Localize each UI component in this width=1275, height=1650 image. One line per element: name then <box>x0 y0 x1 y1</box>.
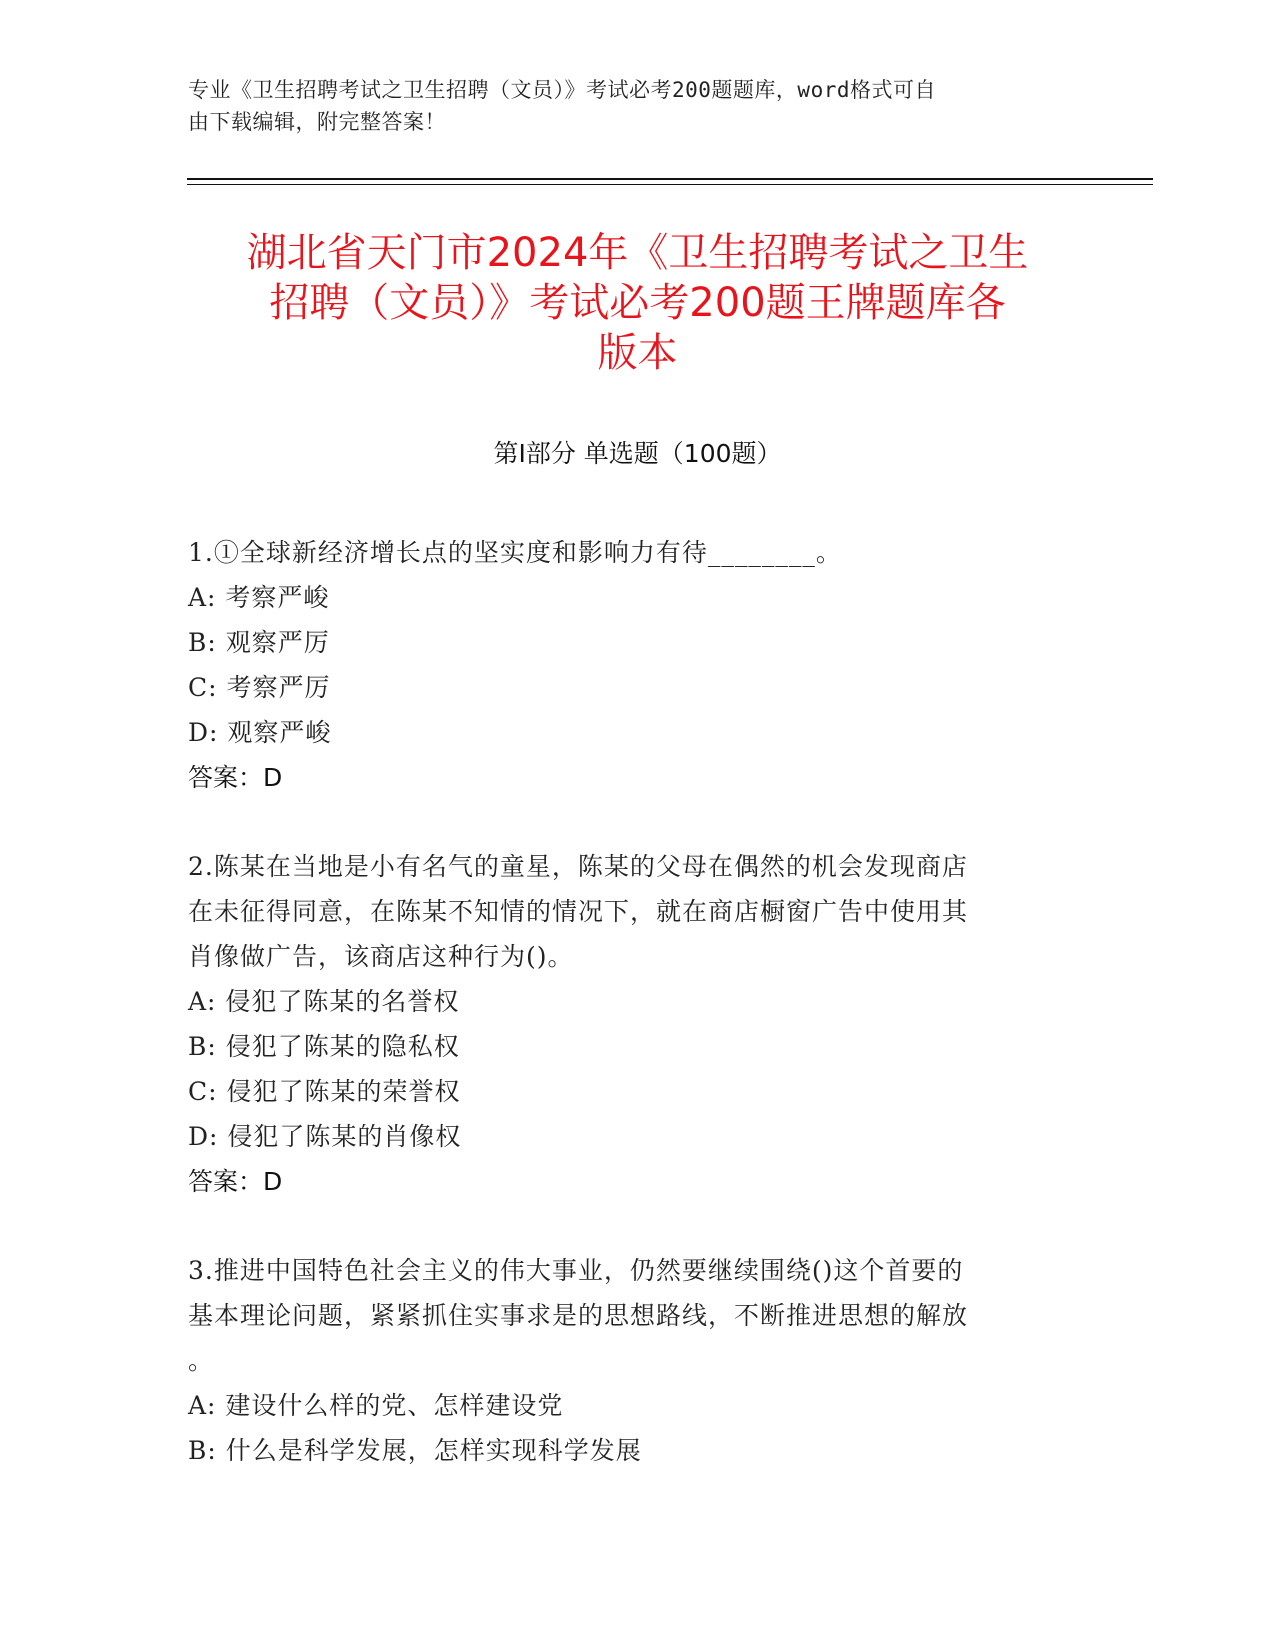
question-text: 肖像做广告，该商店这种行为()。 <box>188 942 574 971</box>
option-a: A: 建设什么样的党、怎样建设党 <box>188 1391 564 1420</box>
question-text: 在未征得同意，在陈某不知情的情况下，就在商店橱窗广告中使用其 <box>188 897 969 926</box>
question-1 <box>188 530 1068 800</box>
question-text: 2.陈某在当地是小有名气的童星，陈某的父母在偶然的机会发现商店 <box>188 852 968 881</box>
question-2 <box>188 844 1068 1204</box>
header-note-line: 由下载编辑，附完整答案！ <box>188 110 446 134</box>
answer: 答案：D <box>188 763 283 792</box>
header-divider-thin <box>187 184 1153 185</box>
title-line: 招聘（文员）》考试必考200题王牌题库各 <box>269 280 1006 326</box>
option-c: C: 侵犯了陈某的荣誉权 <box>188 1077 461 1106</box>
header-divider <box>187 178 1153 180</box>
option-b: B: 侵犯了陈某的隐私权 <box>188 1032 460 1061</box>
option-a: A: 考察严峻 <box>188 583 330 612</box>
header-note <box>188 74 1078 138</box>
document-title <box>170 228 1105 378</box>
question-3 <box>188 1248 1068 1473</box>
option-c: C: 考察严厉 <box>188 673 331 702</box>
option-d: D: 侵犯了陈某的肖像权 <box>188 1122 462 1151</box>
option-d: D: 观察严峻 <box>188 718 332 747</box>
section-title: 第Ⅰ部分 单选题（100题） <box>493 439 782 468</box>
option-b: B: 什么是科学发展，怎样实现科学发展 <box>188 1436 642 1465</box>
question-text: 基本理论问题，紧紧抓住实事求是的思想路线，不断推进思想的解放 <box>188 1301 969 1330</box>
question-list <box>188 530 1068 1517</box>
option-b: B: 观察严厉 <box>188 628 330 657</box>
title-line: 版本 <box>597 330 678 376</box>
option-a: A: 侵犯了陈某的名誉权 <box>188 987 460 1016</box>
header-note-line: 专业《卫生招聘考试之卫生招聘（文员）》考试必考200题题库，word格式可自 <box>188 78 936 102</box>
question-text: 。 <box>188 1346 215 1375</box>
question-text: 1.①全球新经济增长点的坚实度和影响力有待________。 <box>188 538 842 567</box>
question-text: 3.推进中国特色社会主义的伟大事业，仍然要继续围绕()这个首要的 <box>188 1256 964 1285</box>
title-line: 湖北省天门市2024年《卫生招聘考试之卫生 <box>246 230 1029 276</box>
answer: 答案：D <box>188 1167 283 1196</box>
